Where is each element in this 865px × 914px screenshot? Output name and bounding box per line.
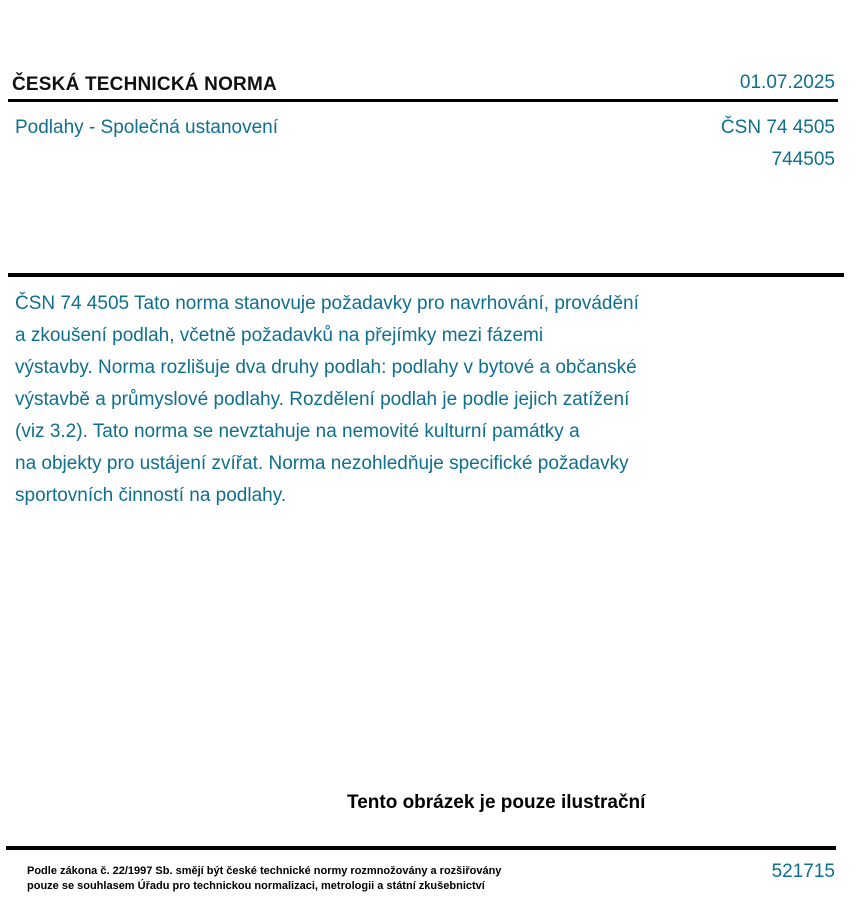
classification-number: 744505 (771, 149, 835, 170)
publication-date: 01.07.2025 (739, 72, 835, 93)
document-code: ČSN 74 4505 (720, 117, 835, 138)
section-divider (8, 273, 844, 277)
document-abstract: ČSN 74 4505 Tato norma stanovuje požadavky pro navrhování, provádění a zkoušení podlah, včetně požadavků na přejímky mezi fázemi výstavby. Norma rozlišuje dva druhy podlah: podlahy v bytové a občanské výstavbě a průmyslové podlahy. Rozdělení podlah je podle jejich zatížení (viz 3.2). Tato norma se nevztahuje na nemovité kulturní památky a na objekty pro ustájení zvířat. Norma nezohledňuje specifické požadavky sportovních činností na podlahy. (15, 293, 639, 506)
illustration-notice: Tento obrázek je pouze ilustrační (347, 792, 646, 813)
legal-notice: Podle zákona č. 22/1997 Sb. smějí být české technické normy rozmnožovány a rozšiřovány pouze se souhlasem Úřadu pro technickou normalizaci, metrologii a státní zkušebnictví (27, 865, 502, 892)
document-title: Podlahy - Společná ustanovení (15, 117, 279, 138)
footer-divider (6, 846, 836, 850)
catalog-number: 521715 (771, 861, 835, 882)
standard-type-heading: ČESKÁ TECHNICKÁ NORMA (12, 74, 277, 95)
header-divider (8, 99, 838, 102)
